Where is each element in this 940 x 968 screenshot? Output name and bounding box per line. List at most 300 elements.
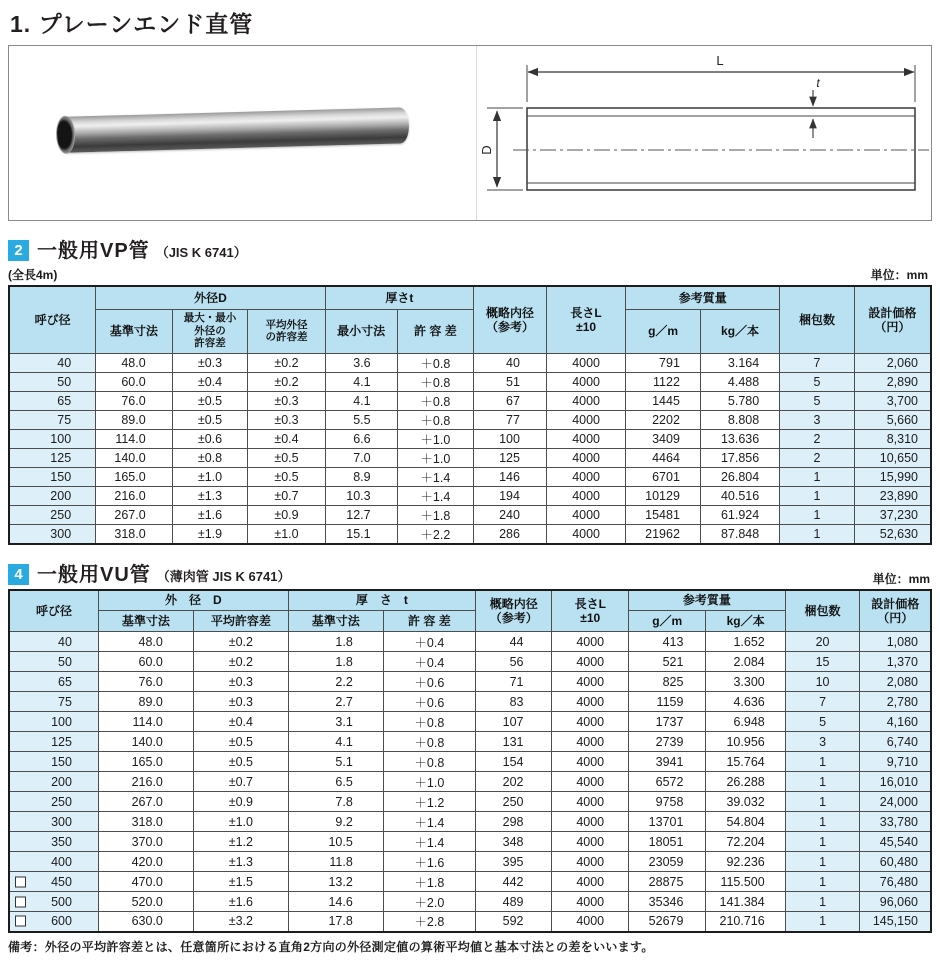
vu-section-standard: （薄肉管 JIS K 6741） — [156, 568, 291, 584]
table-cell: 1737 — [629, 712, 706, 732]
table-cell: ±0.4 — [193, 712, 288, 732]
col-header-inner-dia: 概略内径 （参考） — [474, 286, 547, 353]
table-cell: 2739 — [629, 732, 706, 752]
table-cell: 2,890 — [854, 372, 931, 391]
table-cell: 100 — [474, 429, 547, 448]
table-cell: ±0.7 — [193, 772, 288, 792]
table-cell: 1,080 — [860, 632, 931, 652]
checkbox-icon — [15, 876, 26, 887]
table-cell: 146 — [474, 467, 547, 486]
vp-section-standard: （JIS K 6741） — [155, 245, 247, 260]
table-cell: 4000 — [546, 467, 625, 486]
table-cell: ±1.2 — [193, 832, 288, 852]
table-cell: 15 — [785, 652, 860, 672]
table-cell: 9.2 — [288, 812, 383, 832]
table-cell: 15.764 — [706, 752, 785, 772]
table-cell: 72.204 — [706, 832, 785, 852]
table-cell: 1445 — [626, 391, 701, 410]
table-cell: 52,630 — [854, 524, 931, 544]
table-cell: 3,700 — [854, 391, 931, 410]
table-row — [9, 632, 931, 652]
table-cell: 520.0 — [98, 892, 193, 912]
table-cell: 48.0 — [98, 632, 193, 652]
table-cell: ±1.6 — [172, 505, 248, 524]
table-row — [9, 672, 931, 692]
table-cell: 4000 — [546, 524, 625, 544]
table-cell: 165.0 — [98, 752, 193, 772]
col-header-outer-group: 外径D — [96, 286, 326, 309]
table-cell: ±0.8 — [172, 448, 248, 467]
table-cell: 1 — [785, 892, 860, 912]
vu-section-number-badge: 4 — [8, 564, 29, 585]
col-header-outer-base: 基準寸法 — [96, 309, 173, 353]
diameter-dimension-label: D — [479, 145, 494, 155]
table-cell: 1.8 — [288, 652, 383, 672]
table-cell: 154 — [475, 752, 552, 772]
table-cell: 592 — [475, 912, 552, 932]
table-cell: 1 — [785, 872, 860, 892]
table-cell: 65 — [9, 672, 98, 692]
table-cell: 77 — [474, 410, 547, 429]
table-cell: ±0.5 — [248, 467, 325, 486]
table-cell: 370.0 — [98, 832, 193, 852]
table-row — [9, 892, 931, 912]
table-cell: 4000 — [552, 852, 629, 872]
table-cell: 13.2 — [288, 872, 383, 892]
table-cell: 100 — [9, 429, 96, 448]
pipe-outline — [527, 108, 915, 190]
table-cell: 96,060 — [860, 892, 931, 912]
table-cell: 210.716 — [706, 912, 785, 932]
table-cell: 8.808 — [700, 410, 779, 429]
table-cell: 5 — [780, 372, 855, 391]
checkbox-icon — [15, 896, 26, 907]
table-cell: ±1.0 — [172, 467, 248, 486]
col-header-thick-tol: 許 容 差 — [397, 309, 474, 353]
table-cell: 71 — [475, 672, 552, 692]
table-cell: 60.0 — [96, 372, 173, 391]
table-cell: 37,230 — [854, 505, 931, 524]
table-cell: 4000 — [552, 712, 629, 732]
table-cell: 10.3 — [325, 486, 397, 505]
table-cell: 114.0 — [96, 429, 173, 448]
table-cell: 4464 — [626, 448, 701, 467]
table-row — [9, 832, 931, 852]
table-cell: 3 — [785, 732, 860, 752]
table-cell: 200 — [9, 772, 98, 792]
col-header-mass-group: 参考質量 — [626, 286, 780, 309]
dimension-drawing — [477, 50, 935, 218]
pipe-photo — [9, 46, 477, 220]
table-cell: ±0.3 — [172, 353, 248, 372]
col-header-thickness-group: 厚さt — [325, 286, 473, 309]
table-cell: 5 — [780, 391, 855, 410]
table-cell: 1122 — [626, 372, 701, 391]
table-cell: 4000 — [552, 912, 629, 932]
table-row — [9, 712, 931, 732]
table-cell: ±0.4 — [172, 372, 248, 391]
table-cell: 4000 — [546, 429, 625, 448]
table-cell: ＋0.4 — [383, 652, 475, 672]
table-cell: ±1.3 — [193, 852, 288, 872]
table-cell: 250 — [475, 792, 552, 812]
col-header-thick-tol: 許 容 差 — [383, 611, 475, 632]
col-header-thick-base: 基準寸法 — [288, 611, 383, 632]
table-row — [9, 852, 931, 872]
table-cell: 3941 — [629, 752, 706, 772]
table-cell: 87.848 — [700, 524, 779, 544]
col-header-mass-gm: g／m — [629, 611, 706, 632]
col-header-nominal: 呼び径 — [9, 286, 96, 353]
table-cell: 7.8 — [288, 792, 383, 812]
table-cell: 150 — [9, 752, 98, 772]
table-cell: 4000 — [552, 732, 629, 752]
table-cell: 125 — [474, 448, 547, 467]
table-cell: ＋2.2 — [397, 524, 474, 544]
table-cell: ＋0.8 — [397, 372, 474, 391]
table-cell: 4000 — [552, 672, 629, 692]
col-header-packing: 梱包数 — [785, 590, 860, 632]
product-figure-box — [8, 45, 932, 221]
table-cell: 10 — [785, 672, 860, 692]
pipe-dimension-diagram — [477, 46, 931, 220]
vp-section-title: 一般用VP管 — [37, 240, 150, 262]
col-header-mass-kg: kg／本 — [706, 611, 785, 632]
table-cell: 7 — [780, 353, 855, 372]
table-cell: ＋0.8 — [383, 712, 475, 732]
col-header-inner-dia: 概略内径 （参考） — [475, 590, 552, 632]
checkbox-icon — [15, 916, 26, 927]
vp-meta-row — [8, 266, 930, 283]
table-cell: ＋1.0 — [397, 429, 474, 448]
table-cell: 16,010 — [860, 772, 931, 792]
table-cell: 1 — [785, 772, 860, 792]
table-cell: 4000 — [552, 692, 629, 712]
table-cell: 4000 — [546, 486, 625, 505]
vu-table-body — [9, 632, 931, 932]
table-cell: 107 — [475, 712, 552, 732]
table-cell: 240 — [474, 505, 547, 524]
table-cell: 5,660 — [854, 410, 931, 429]
col-header-outer-minmax-tol: 最大・最小 外径の 許容差 — [172, 309, 248, 353]
vp-unit-label: 単位：mm — [870, 268, 928, 282]
table-cell: 420.0 — [98, 852, 193, 872]
table-cell: 194 — [474, 486, 547, 505]
table-cell: 60.0 — [98, 652, 193, 672]
table-cell: 48.0 — [96, 353, 173, 372]
table-cell: ±0.6 — [172, 429, 248, 448]
table-cell: ＋0.8 — [397, 353, 474, 372]
table-cell: 75 — [9, 410, 96, 429]
table-cell: ±1.6 — [193, 892, 288, 912]
table-cell: ±0.5 — [172, 410, 248, 429]
table-cell: 11.8 — [288, 852, 383, 872]
table-cell: 13.636 — [700, 429, 779, 448]
table-cell: 4000 — [546, 353, 625, 372]
table-cell: 267.0 — [96, 505, 173, 524]
table-cell: ±0.2 — [248, 353, 325, 372]
table-cell: ±0.2 — [248, 372, 325, 391]
table-cell: ＋1.6 — [383, 852, 475, 872]
table-cell: 6.5 — [288, 772, 383, 792]
thickness-dimension-label: t — [816, 76, 820, 90]
table-cell: 28875 — [629, 872, 706, 892]
table-cell: 1 — [780, 467, 855, 486]
table-cell: 89.0 — [98, 692, 193, 712]
table-row — [9, 448, 931, 467]
table-cell: 2.7 — [288, 692, 383, 712]
table-cell: 8.9 — [325, 467, 397, 486]
table-row — [9, 391, 931, 410]
vp-section-number-badge: 2 — [8, 240, 29, 261]
vp-total-length-note: (全長4m) — [8, 268, 58, 282]
table-cell: 4000 — [552, 892, 629, 912]
table-cell: ＋1.4 — [383, 812, 475, 832]
table-cell: 23059 — [629, 852, 706, 872]
table-cell: ＋1.0 — [397, 448, 474, 467]
table-cell: 3.6 — [325, 353, 397, 372]
table-cell: ＋0.6 — [383, 672, 475, 692]
table-cell: 267.0 — [98, 792, 193, 812]
table-row — [9, 752, 931, 772]
vu-table-header — [9, 590, 931, 632]
table-cell: 24,000 — [860, 792, 931, 812]
table-cell: 5.5 — [325, 410, 397, 429]
table-cell: 216.0 — [98, 772, 193, 792]
table-cell: 4000 — [552, 772, 629, 792]
table-cell: 4,160 — [860, 712, 931, 732]
table-cell: 1 — [785, 812, 860, 832]
table-cell: 6.948 — [706, 712, 785, 732]
table-cell: 3 — [780, 410, 855, 429]
table-cell: ＋0.4 — [383, 632, 475, 652]
table-cell: 4000 — [552, 832, 629, 852]
table-cell: 4000 — [546, 505, 625, 524]
remarks-note: 備考：外径の平均許容差とは、任意箇所における直角2方向の外径測定値の算術平均値と基本寸法との差をいいます。 — [8, 939, 654, 954]
table-cell: ±0.3 — [193, 672, 288, 692]
table-cell: 216.0 — [96, 486, 173, 505]
table-cell: 17.8 — [288, 912, 383, 932]
table-cell: 54.804 — [706, 812, 785, 832]
table-cell: 76,480 — [860, 872, 931, 892]
table-cell: 17.856 — [700, 448, 779, 467]
table-cell: 26.804 — [700, 467, 779, 486]
table-cell: 250 — [9, 792, 98, 812]
table-cell: 4000 — [546, 372, 625, 391]
table-cell: 21962 — [626, 524, 701, 544]
table-cell: 4000 — [546, 410, 625, 429]
table-cell: 115.500 — [706, 872, 785, 892]
table-cell: ＋1.8 — [397, 505, 474, 524]
table-cell: 33,780 — [860, 812, 931, 832]
table-row — [9, 467, 931, 486]
table-cell: 4000 — [552, 752, 629, 772]
table-cell: 50 — [9, 372, 96, 391]
table-row — [9, 792, 931, 812]
col-header-outer-base: 基準寸法 — [98, 611, 193, 632]
table-cell: ±0.7 — [248, 486, 325, 505]
table-cell: 8,310 — [854, 429, 931, 448]
table-cell: 4.488 — [700, 372, 779, 391]
table-cell: 52679 — [629, 912, 706, 932]
table-cell: ±0.3 — [248, 391, 325, 410]
table-cell: 40 — [9, 632, 98, 652]
table-cell: 10,650 — [854, 448, 931, 467]
table-cell: 39.032 — [706, 792, 785, 812]
table-cell: 12.7 — [325, 505, 397, 524]
table-cell: 35346 — [629, 892, 706, 912]
table-row — [9, 372, 931, 391]
table-cell: 825 — [629, 672, 706, 692]
table-cell: ±0.9 — [248, 505, 325, 524]
table-cell: 4.1 — [325, 391, 397, 410]
table-cell: 4.636 — [706, 692, 785, 712]
table-cell: 67 — [474, 391, 547, 410]
table-cell: 3.1 — [288, 712, 383, 732]
table-cell: ±0.3 — [193, 692, 288, 712]
table-cell: 40.516 — [700, 486, 779, 505]
table-cell: 89.0 — [96, 410, 173, 429]
table-cell: ±0.2 — [193, 652, 288, 672]
vp-pipe-spec-table — [8, 285, 932, 545]
table-cell: 1,370 — [860, 652, 931, 672]
table-cell: 3.164 — [700, 353, 779, 372]
table-cell: 165.0 — [96, 467, 173, 486]
table-cell: 6572 — [629, 772, 706, 792]
table-cell: 1 — [785, 852, 860, 872]
table-cell: 9758 — [629, 792, 706, 812]
table-cell: 145,150 — [860, 912, 931, 932]
table-row — [9, 410, 931, 429]
table-cell: 5.780 — [700, 391, 779, 410]
table-cell: 300 — [9, 812, 98, 832]
table-cell: 7 — [785, 692, 860, 712]
table-cell: 76.0 — [96, 391, 173, 410]
vp-table-body — [9, 353, 931, 544]
table-cell: 51 — [474, 372, 547, 391]
table-cell: 4000 — [552, 792, 629, 812]
table-cell: 83 — [475, 692, 552, 712]
table-row — [9, 524, 931, 544]
table-cell: 4000 — [552, 872, 629, 892]
table-cell: ±0.9 — [193, 792, 288, 812]
table-cell: 5 — [785, 712, 860, 732]
table-row — [9, 692, 931, 712]
col-header-mass-kg: kg／本 — [700, 309, 779, 353]
table-cell: 2,780 — [860, 692, 931, 712]
table-cell: 10.956 — [706, 732, 785, 752]
table-cell: ＋0.6 — [383, 692, 475, 712]
table-cell: ±0.5 — [172, 391, 248, 410]
table-cell: ＋1.4 — [397, 467, 474, 486]
table-cell: 2.084 — [706, 652, 785, 672]
table-cell: 413 — [629, 632, 706, 652]
table-cell: 18051 — [629, 832, 706, 852]
table-cell: 4000 — [552, 652, 629, 672]
nominal-cell-with-checkbox: 600 — [9, 912, 98, 932]
table-cell: 76.0 — [98, 672, 193, 692]
page-title: 1. プレーンエンド直管 — [10, 11, 254, 37]
table-cell: 1 — [780, 524, 855, 544]
col-header-mass-gm: g／m — [626, 309, 701, 353]
table-cell: 1 — [780, 486, 855, 505]
col-header-outer-avg-tol: 平均外径 の許容差 — [248, 309, 325, 353]
table-cell: 140.0 — [98, 732, 193, 752]
vp-table-header — [9, 286, 931, 353]
table-cell: 202 — [475, 772, 552, 792]
vu-pipe-spec-table — [8, 589, 932, 933]
table-cell: ±0.5 — [248, 448, 325, 467]
table-row — [9, 505, 931, 524]
table-cell: ＋2.8 — [383, 912, 475, 932]
table-cell: 1.652 — [706, 632, 785, 652]
table-cell: 45,540 — [860, 832, 931, 852]
vu-section-title: 一般用VU管 — [37, 563, 151, 586]
pipe-end-opening — [56, 116, 76, 155]
table-cell: 10129 — [626, 486, 701, 505]
table-cell: 4000 — [546, 391, 625, 410]
table-cell: 75 — [9, 692, 98, 712]
table-cell: 4000 — [552, 632, 629, 652]
col-header-thick-min: 最小寸法 — [325, 309, 397, 353]
table-cell: 140.0 — [96, 448, 173, 467]
table-cell: ＋1.2 — [383, 792, 475, 812]
table-row — [9, 652, 931, 672]
table-cell: 1.8 — [288, 632, 383, 652]
table-cell: 125 — [9, 448, 96, 467]
table-cell: 9,710 — [860, 752, 931, 772]
table-cell: ＋1.4 — [397, 486, 474, 505]
table-cell: 470.0 — [98, 872, 193, 892]
table-cell: 4000 — [546, 448, 625, 467]
table-cell: ＋0.8 — [383, 752, 475, 772]
table-cell: 250 — [9, 505, 96, 524]
table-cell: 1 — [785, 752, 860, 772]
table-cell: 100 — [9, 712, 98, 732]
nominal-cell-with-checkbox: 500 — [9, 892, 98, 912]
table-cell: ±0.3 — [248, 410, 325, 429]
table-cell: 15,990 — [854, 467, 931, 486]
table-row — [9, 812, 931, 832]
table-row — [9, 772, 931, 792]
table-cell: 348 — [475, 832, 552, 852]
col-header-outer-avg-tol: 平均許容差 — [193, 611, 288, 632]
table-cell: 318.0 — [98, 812, 193, 832]
catalog-page — [0, 6, 940, 968]
table-cell: 3409 — [626, 429, 701, 448]
table-cell: 26.288 — [706, 772, 785, 792]
table-cell: ＋0.8 — [397, 410, 474, 429]
col-header-price: 設計価格 （円） — [854, 286, 931, 353]
table-cell: 5.1 — [288, 752, 383, 772]
table-cell: 2 — [780, 448, 855, 467]
col-header-length: 長さL ±10 — [546, 286, 625, 353]
table-cell: ±1.0 — [193, 812, 288, 832]
table-cell: 1 — [785, 832, 860, 852]
table-cell: 14.6 — [288, 892, 383, 912]
table-cell: ±3.2 — [193, 912, 288, 932]
table-cell: 10.5 — [288, 832, 383, 852]
table-cell: 61.924 — [700, 505, 779, 524]
table-cell: ±1.5 — [193, 872, 288, 892]
table-row — [9, 429, 931, 448]
table-row — [9, 732, 931, 752]
table-cell: 200 — [9, 486, 96, 505]
table-cell: 13701 — [629, 812, 706, 832]
table-cell: 92.236 — [706, 852, 785, 872]
table-cell: 44 — [475, 632, 552, 652]
table-cell: 114.0 — [98, 712, 193, 732]
